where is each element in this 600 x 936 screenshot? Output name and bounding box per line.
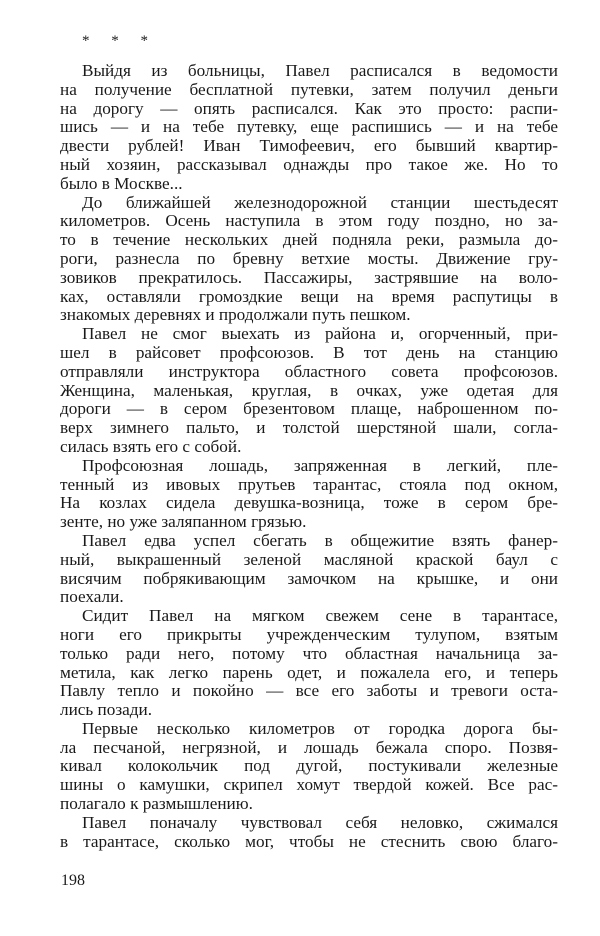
text-line: верх зимнего пальто, и толстой шерстяной шали, согла- [60,418,558,438]
paragraph [60,457,558,532]
text-line: роги, разнесла по бревну ветхие мосты. Движение гру- [60,248,558,268]
text-line: Павел едва успел сбегать в общежитие взять фанер- [82,530,558,550]
paragraph [60,720,558,814]
text-line: двести рублей! Иван Тимофеевич, его бывший квартир- [60,136,558,156]
body-text [60,62,558,851]
text-line: на получение бесплатной путевки, затем получил деньги [60,79,558,99]
text-line: шины о камушки, скрипел хомут твердой кожей. Все рас- [60,775,558,795]
text-line: ный, выкрашенный зеленой масляной краской баул с [60,549,558,569]
text-line: шись — и на тебе путевку, еще распишись — и на тебе [60,117,558,137]
text-line: было в Москве... [60,173,183,193]
text-line: знакомых деревнях и продолжали путь пешком. [60,305,411,325]
text-line: кивал колокольчик под дугой, постукивали железные [60,756,558,776]
text-line: ла песчаной, негрязной, и лошадь бежала споро. Позвя- [60,737,558,757]
paragraph [60,325,558,457]
text-line: в тарантасе, сколько мог, чтобы не стеснить свою благо- [60,831,558,851]
text-line: отправляли инструктора областного совета профсоюзов. [60,361,558,381]
text-line: На козлах сидела девушка-возница, тоже в сером бре- [60,493,558,513]
text-line: До ближайшей железнодорожной станции шестьдесят [82,192,558,212]
text-line: дороги — в сером брезентовом плаще, наброшенном по- [60,399,558,419]
text-line: ный хозяин, рассказывал однажды про такое же. Но то [60,154,558,174]
paragraph [60,607,558,720]
text-line: полагало к размышлению. [60,794,253,814]
text-line: Выйдя из больницы, Павел расписался в ведомости [82,61,558,80]
text-line: силась взять его с собой. [60,436,242,456]
text-line: то в течение нескольких дней подняла реки, размыла до- [60,230,558,250]
text-line: висячим побрякивающим замочком на крышке, и они [60,568,558,588]
text-line: Павлу тепло и покойно — все его заботы и тревоги оста- [60,681,558,701]
text-line: зовиков прекратилось. Пассажиры, застрявшие на воло- [60,267,558,287]
text-line: поехали. [60,587,124,607]
text-line: Павел не смог выехать из района и, огорченный, при- [82,324,558,344]
text-line: Женщина, маленькая, круглая, в очках, уже одетая для [60,380,558,400]
text-line: километров. Осень наступила в этом году поздно, но за- [60,211,558,231]
text-line: Профсоюзная лошадь, запряженная в легкий, пле- [82,455,558,475]
text-line: Первые несколько километров от городка дорога бы- [82,718,558,738]
text-line: лись позади. [60,700,152,720]
text-line: зенте, но уже заляпанном грязью. [60,512,307,532]
text-line: метила, как легко парень одет, и пожалела его, и теперь [60,662,558,682]
text-line: на дорогу — опять расписался. Как это просто: распи- [60,98,558,118]
text-line: ках, оставляли громоздкие вещи на время распутицы в [60,286,558,306]
paragraph [60,194,558,326]
paragraph [60,532,558,607]
text-line: шел в райсовет профсоюзов. В тот день на станцию [60,342,558,362]
section-break: * * * [82,33,157,49]
paragraph [60,62,558,194]
text-line: тенный из ивовых прутьев тарантас, стояла под окном, [60,474,558,494]
text-line: Сидит Павел на мягком свежем сене в тарантасе, [82,606,558,626]
text-line: только ради него, потому что областная начальница за- [60,643,558,663]
paragraph [60,814,558,852]
text-line: Павел поначалу чувствовал себя неловко, сжимался [82,812,558,832]
page-number: 198 [61,872,85,889]
text-line: ноги его прикрыты учрежденческим тулупом, взятым [60,624,558,644]
